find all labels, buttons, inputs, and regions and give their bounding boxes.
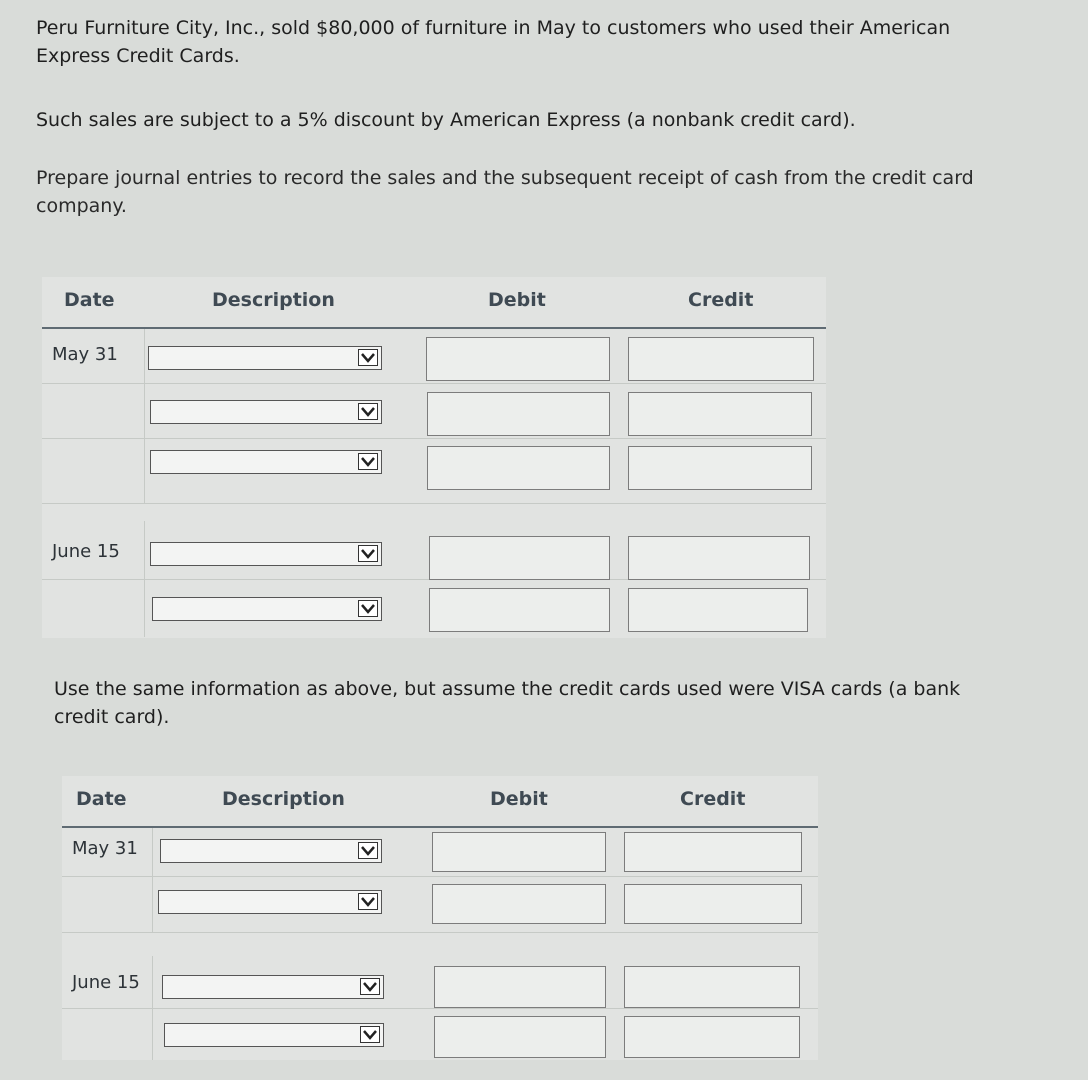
description-select[interactable] — [162, 975, 384, 999]
debit-input[interactable] — [427, 392, 610, 436]
debit-input[interactable] — [434, 966, 606, 1008]
chevron-down-icon[interactable] — [358, 893, 378, 910]
description-select[interactable] — [148, 346, 382, 370]
entry-date: June 15 — [72, 972, 140, 993]
column-header-date: Date — [76, 788, 127, 810]
chevron-down-icon[interactable] — [358, 545, 378, 562]
date-cell — [42, 329, 145, 383]
table-header — [42, 277, 826, 329]
table-row — [42, 579, 826, 637]
table-row — [42, 438, 826, 504]
credit-input[interactable] — [628, 536, 810, 580]
table-row — [62, 956, 818, 1009]
date-cell — [62, 876, 153, 932]
debit-input[interactable] — [432, 884, 606, 924]
visa-instruction-text: Use the same information as above, but assume the credit cards used were VISA cards (a bank credit card). — [54, 678, 961, 728]
description-select[interactable] — [150, 450, 382, 474]
chevron-down-icon[interactable] — [358, 349, 378, 366]
entry-date: June 15 — [52, 541, 120, 562]
date-cell — [42, 438, 145, 503]
credit-input[interactable] — [624, 966, 800, 1008]
chevron-down-icon[interactable] — [358, 842, 378, 859]
credit-input[interactable] — [628, 392, 812, 436]
chevron-down-icon[interactable] — [360, 978, 380, 995]
entry-date: May 31 — [72, 838, 138, 859]
column-header-description: Description — [222, 788, 345, 810]
column-header-debit: Debit — [490, 788, 548, 810]
credit-input[interactable] — [628, 588, 808, 632]
date-cell — [42, 521, 145, 579]
table-row — [42, 521, 826, 580]
journal-table-visa — [62, 776, 818, 1060]
column-header-date: Date — [64, 289, 115, 311]
description-select[interactable] — [150, 542, 382, 566]
table-row — [62, 1008, 818, 1060]
credit-input[interactable] — [628, 446, 812, 490]
debit-input[interactable] — [429, 536, 610, 580]
column-header-credit: Credit — [688, 289, 754, 311]
chevron-down-icon[interactable] — [358, 453, 378, 470]
column-header-credit: Credit — [680, 788, 746, 810]
description-select[interactable] — [160, 839, 382, 863]
description-select[interactable] — [152, 597, 382, 621]
column-header-description: Description — [212, 289, 335, 311]
debit-input[interactable] — [434, 1016, 606, 1058]
description-select[interactable] — [158, 890, 382, 914]
description-select[interactable] — [150, 400, 382, 424]
entry-date: May 31 — [52, 344, 118, 365]
debit-input[interactable] — [429, 588, 610, 632]
date-cell — [62, 828, 153, 876]
date-cell — [62, 956, 153, 1008]
debit-input[interactable] — [426, 337, 610, 381]
column-header-debit: Debit — [488, 289, 546, 311]
chevron-down-icon[interactable] — [358, 403, 378, 420]
credit-input[interactable] — [624, 884, 802, 924]
instruction-text: Prepare journal entries to record the sales and the subsequent receipt of cash from the credit card company. — [36, 167, 974, 217]
discount-note: Such sales are subject to a 5% discount by American Express (a nonbank credit card). — [36, 109, 856, 131]
table-row — [42, 383, 826, 439]
problem-intro: Peru Furniture City, Inc., sold $80,000 of furniture in May to customers who used their American Express Credit Cards. — [36, 17, 951, 67]
table-header — [62, 776, 818, 828]
debit-input[interactable] — [427, 446, 610, 490]
debit-input[interactable] — [432, 832, 606, 872]
credit-input[interactable] — [624, 1016, 800, 1058]
credit-input[interactable] — [624, 832, 802, 872]
chevron-down-icon[interactable] — [358, 600, 378, 617]
journal-table-amex — [42, 277, 826, 638]
date-cell — [42, 579, 145, 637]
date-cell — [42, 383, 145, 438]
table-row — [62, 828, 818, 877]
chevron-down-icon[interactable] — [360, 1026, 380, 1043]
description-select[interactable] — [164, 1023, 384, 1047]
credit-input[interactable] — [628, 337, 814, 381]
table-row — [62, 876, 818, 933]
date-cell — [62, 1008, 153, 1060]
table-row — [42, 329, 826, 384]
